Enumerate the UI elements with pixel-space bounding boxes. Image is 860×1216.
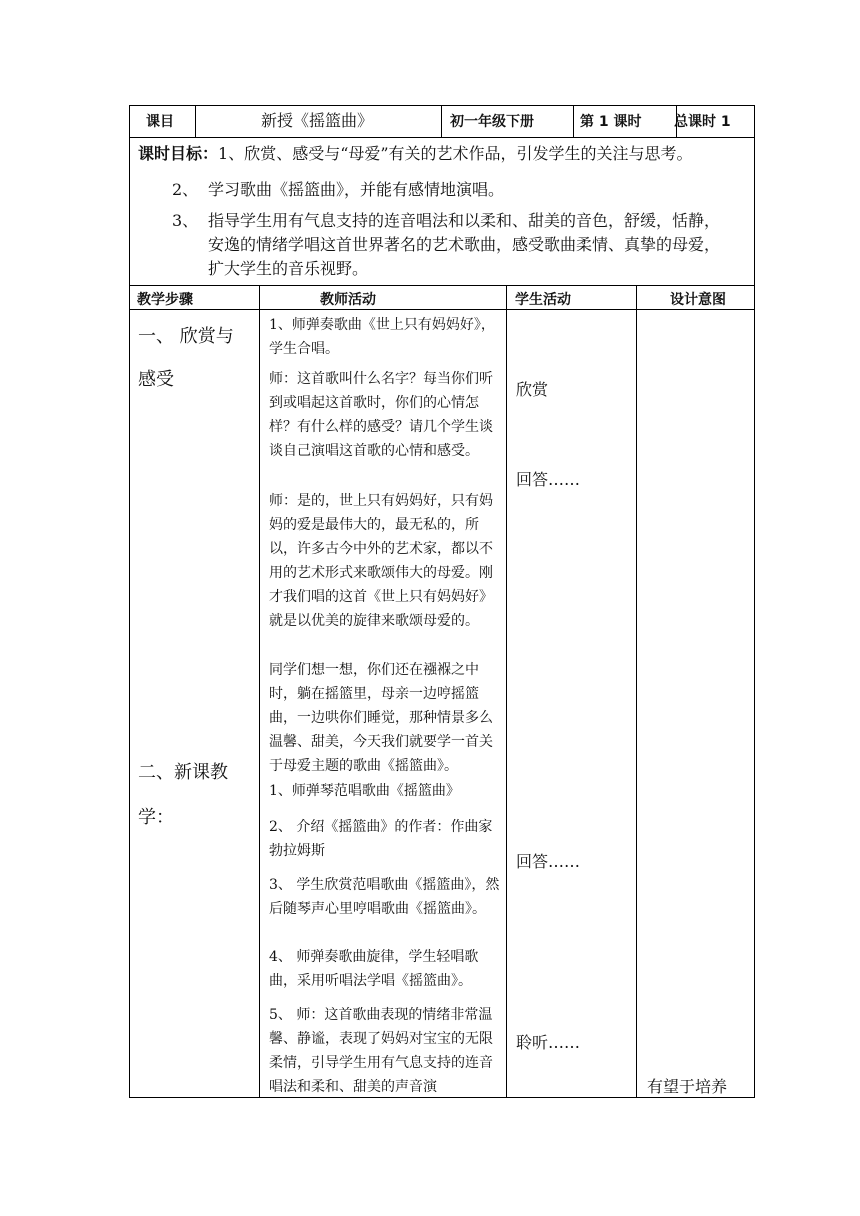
lesson-title: 新授《摇篮曲》 — [261, 111, 374, 130]
teacher-activity-2: 师：这首歌叫什么名字？每当你们听到或唱起这首歌时，你们的心情怎样？有什么样的感受？请几个学生谈谈自己演唱这首歌的心情和感受。 — [269, 371, 493, 459]
header-divider-1 — [195, 105, 196, 137]
objective-item-2: 学习歌曲《摇篮曲》，并能有感情地演唱。 — [208, 180, 505, 199]
subject-label: 课目 — [146, 114, 174, 130]
step-2-title-line-2: 学： — [138, 807, 174, 828]
column-header-student: 学生活动 — [515, 292, 571, 308]
teacher-activity-3: 师：是的，世上只有妈妈好，只有妈妈的爱是最伟大的，最无私的，所以，许多古今中外的艺术家，都以不用的艺术形式来歌颂伟大的母爱。刚才我们唱的这首《世上只有妈妈好》就是以优美的旋律来歌颂母爱的。 — [269, 493, 493, 629]
design-intent-1: 有望于培养 — [647, 1077, 728, 1096]
table-border-left — [129, 105, 130, 1098]
objectives-lead: 课时目标： — [138, 144, 219, 163]
teacher-activity-8: 4、 师弹奏歌曲旋律，学生轻唱歌曲，采用听唱法学唱《摇篮曲》。 — [269, 949, 479, 989]
teacher-activity-1: 1、师弹奏歌曲《世上只有妈妈好》，学生合唱。 — [269, 317, 495, 357]
column-divider-2 — [506, 285, 507, 1097]
objective-3-number: 3、 — [172, 211, 199, 230]
column-divider-1 — [259, 285, 260, 1097]
total-lessons: 总课时 1 — [674, 114, 731, 130]
objective-item-1: 1、欣赏、感受与“母爱”有关的艺术作品，引发学生的关注与思考。 — [218, 144, 693, 163]
teacher-activity-6: 2、 介绍《摇篮曲》的作者：作曲家勃拉姆斯 — [269, 819, 493, 859]
objectives-row-divider — [129, 285, 755, 286]
teacher-activity-4: 同学们想一想，你们还在襁褓之中时，躺在摇篮里，母亲一边哼摇篮曲，一边哄你们睡觉，那种情景多么温馨、甜美，今天我们就要学一首关于母爱主题的歌曲《摇篮曲》。 — [269, 662, 493, 774]
column-header-teacher: 教师活动 — [320, 292, 376, 308]
objective-item-3-line-1: 指导学生用有气息支持的连音唱法和以柔和、甜美的音色，舒缓，恬静， — [208, 211, 721, 230]
column-divider-3 — [636, 285, 637, 1097]
column-header-steps: 教学步骤 — [137, 292, 193, 308]
header-divider-3 — [573, 105, 574, 137]
teacher-activity-9: 5、 师：这首歌曲表现的情绪非常温馨、静谧，表现了妈妈对宝宝的无限柔情，引导学生用有气息支持的连音唱法和柔和、甜美的声音演 — [269, 1007, 493, 1095]
header-row-divider — [129, 137, 755, 138]
step-2-title-line-1: 二、新课教 — [138, 762, 228, 783]
student-activity-3: 回答…… — [516, 852, 581, 871]
table-border-top — [129, 105, 755, 106]
objective-2-number: 2、 — [172, 180, 199, 199]
column-header-divider — [129, 309, 755, 310]
teacher-activity-5: 1、师弹琴范唱歌曲《摇篮曲》 — [269, 783, 460, 799]
table-border-bottom — [129, 1097, 755, 1098]
objective-item-3-line-2: 安逸的情绪学唱这首世界著名的艺术歌曲，感受歌曲柔情、真挚的母爱， — [208, 235, 721, 254]
student-activity-1: 欣赏 — [516, 380, 549, 399]
student-activity-2: 回答…… — [516, 470, 581, 489]
step-1-title-line-1: 一、 欣赏与 — [138, 326, 234, 347]
objective-item-3-line-3: 扩大学生的音乐视野。 — [208, 259, 369, 278]
teacher-activity-7: 3、 学生欣赏范唱歌曲《摇篮曲》，然后随琴声心里哼唱歌曲《摇篮曲》。 — [269, 877, 500, 917]
lesson-number: 第 1 课时 — [580, 114, 642, 130]
table-border-right — [754, 105, 755, 1098]
student-activity-4: 聆听…… — [516, 1033, 581, 1052]
grade-label: 初一年级下册 — [450, 114, 534, 130]
step-1-title-line-2: 感受 — [138, 369, 174, 390]
header-divider-2 — [441, 105, 442, 137]
objective-line-1 — [138, 142, 693, 166]
column-header-intent: 设计意图 — [670, 292, 726, 308]
